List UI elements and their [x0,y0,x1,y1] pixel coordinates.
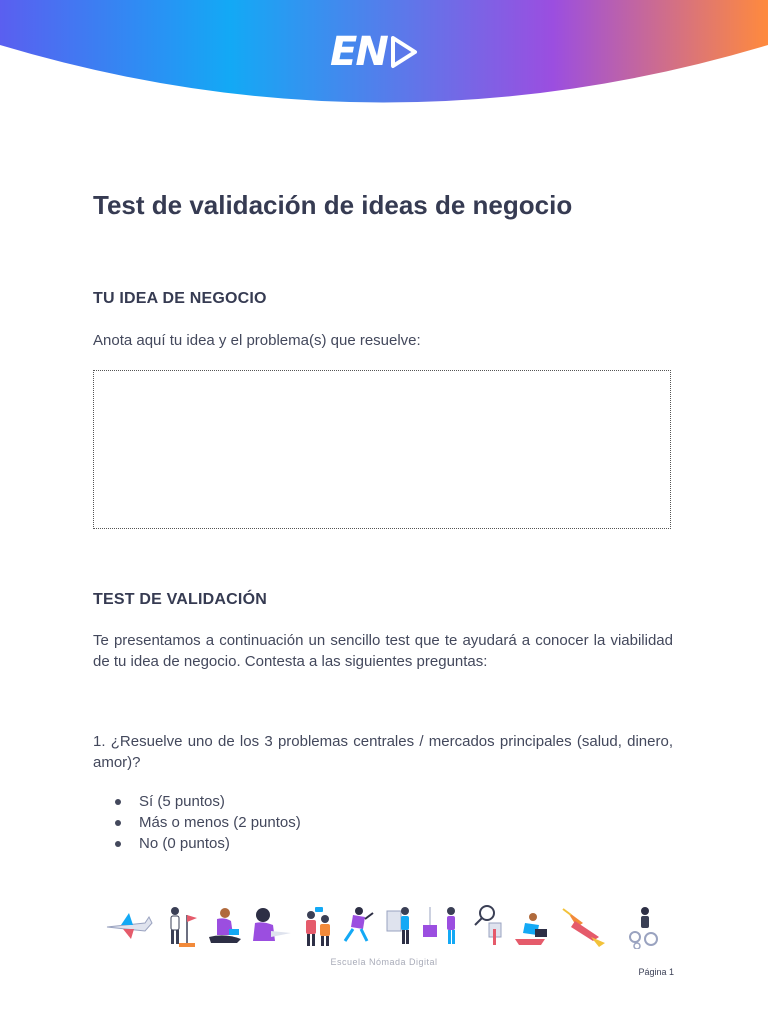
bullet-icon [115,799,121,805]
person-jumping-icon [345,907,373,941]
list-item [115,812,301,833]
end-logo [330,30,419,74]
section-heading-test: TEST DE VALIDACIÓN [93,591,267,608]
logo-text: EN [330,29,387,75]
people-talking-icon [306,907,330,946]
magnifier-person-icon [475,906,501,945]
list-item [115,833,301,854]
person-laptop-icon [515,913,547,945]
list-item [115,791,301,812]
footer-page-number: Página 1 [638,967,674,977]
person-board-icon [387,907,409,944]
question-1: 1. ¿Resuelve uno de los 3 problemas centrales / mercados principales (salud, dinero, amor)? [93,733,673,771]
rocket-icon [563,909,605,947]
page-title: Test de validación de ideas de negocio [93,190,573,220]
people-boxes-icon [423,907,455,944]
footer-illustrations [105,903,670,949]
option-label: Más o menos (2 puntos) [139,814,301,831]
play-triangle-icon [389,35,419,69]
idea-answer-box[interactable] [93,370,671,529]
airplane-icon [107,913,152,939]
bullet-icon [115,820,121,826]
person-headset-icon [253,908,291,941]
option-label: Sí (5 puntos) [139,793,225,810]
person-sitting-icon [209,908,241,943]
footer-school-name: Escuela Nómada Digital [330,957,438,967]
test-intro-paragraph: Te presentamos a continuación un sencillo test que te ayudará a conocer la viabilidad de tu idea de negocio. Contesta a las siguientes preguntas: [93,632,673,670]
bullet-icon [115,841,121,847]
question-1-options [115,791,301,854]
option-label: No (0 puntos) [139,835,230,852]
section-heading-idea: TU IDEA DE NEGOCIO [93,290,267,307]
idea-prompt: Anota aquí tu idea y el problema(s) que resuelve: [93,332,421,349]
person-gears-icon [630,907,657,949]
person-flag-icon [171,907,197,947]
